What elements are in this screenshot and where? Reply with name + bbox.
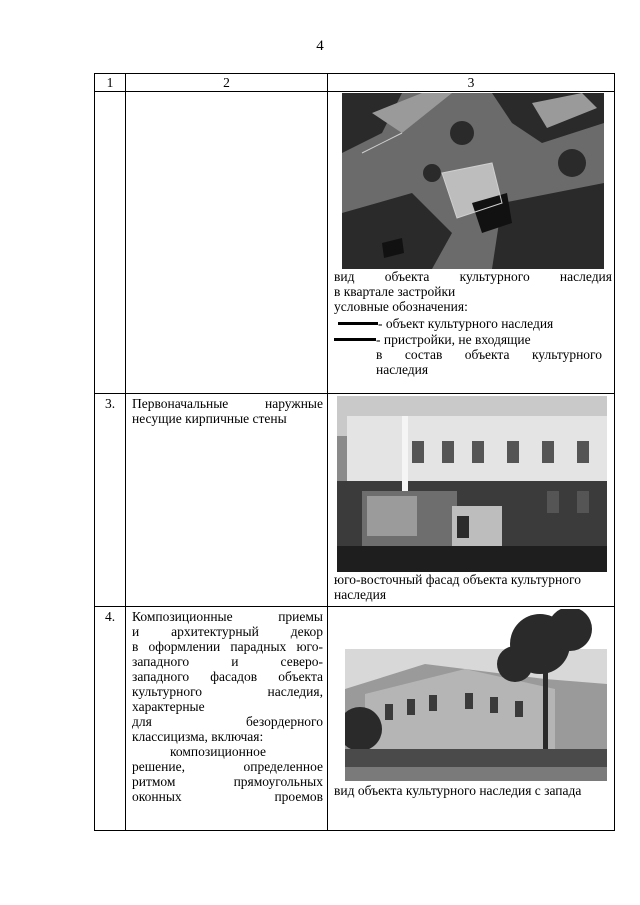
legend-line-icon <box>334 338 376 341</box>
row-number: 3. <box>95 394 126 607</box>
legend-item-object <box>334 315 612 331</box>
description-line: характерные <box>132 699 205 714</box>
description-line: западного фасадов объекта <box>132 669 323 684</box>
page-number: 4 <box>316 38 324 54</box>
row-description-cell <box>126 607 328 831</box>
row-description-cell <box>126 92 328 394</box>
photo-caption: вид объекта культурного наследия с запада <box>334 783 582 798</box>
row-image-cell <box>328 92 615 394</box>
heritage-table <box>94 73 615 831</box>
description-line: и архитектурный декор <box>132 624 323 639</box>
header-col-3: 3 <box>328 74 615 92</box>
row-description-cell <box>126 394 328 607</box>
aerial-photo <box>342 93 604 269</box>
description-line: классицизма, включая: <box>132 729 264 744</box>
description-line: культурного наследия, <box>132 684 323 699</box>
table-row <box>95 607 615 831</box>
legend-thick-line-icon <box>338 322 378 325</box>
description-line: для безордерного <box>132 714 323 729</box>
facade-photo <box>337 396 607 572</box>
legend-label-cont: наследия <box>376 362 429 377</box>
legend-label: - пристройки, не входящие <box>376 331 531 347</box>
legend <box>334 315 612 377</box>
description-line: композиционное <box>170 744 266 759</box>
table-row <box>95 92 615 394</box>
row-number-cell <box>95 92 126 394</box>
description-line: западного и северо- <box>132 654 323 669</box>
west-view-photo <box>345 609 607 781</box>
row-image-cell <box>328 607 615 831</box>
description-line: ритмом прямоугольных <box>132 774 323 789</box>
description-line: Композиционные приемы <box>132 609 323 624</box>
row-number: 4. <box>95 607 126 831</box>
description-line: несущие кирпичные стены <box>132 411 287 426</box>
legend-title: условные обозначения: <box>334 299 468 314</box>
description-line: решение, определенное <box>132 759 323 774</box>
caption-line: в квартале застройки <box>334 284 456 299</box>
caption-line: вид объекта культурного наследия <box>334 269 612 284</box>
row-image-cell <box>328 394 615 607</box>
legend-item-extensions <box>334 331 612 347</box>
photo-caption <box>328 269 614 377</box>
legend-label: - объект культурного наследия <box>378 315 554 331</box>
photo-caption: юго-восточный фасад объекта культурного наследия <box>334 572 581 602</box>
description-line: оконных проемов <box>132 789 323 804</box>
table-header-row <box>95 74 615 92</box>
header-col-2: 2 <box>126 74 328 92</box>
legend-label-cont: в состав объекта культурного <box>376 347 602 362</box>
description-line: в оформлении парадных юго- <box>132 639 323 654</box>
table-row <box>95 394 615 607</box>
description-line: Первоначальные наружные <box>132 396 323 411</box>
header-col-1: 1 <box>95 74 126 92</box>
